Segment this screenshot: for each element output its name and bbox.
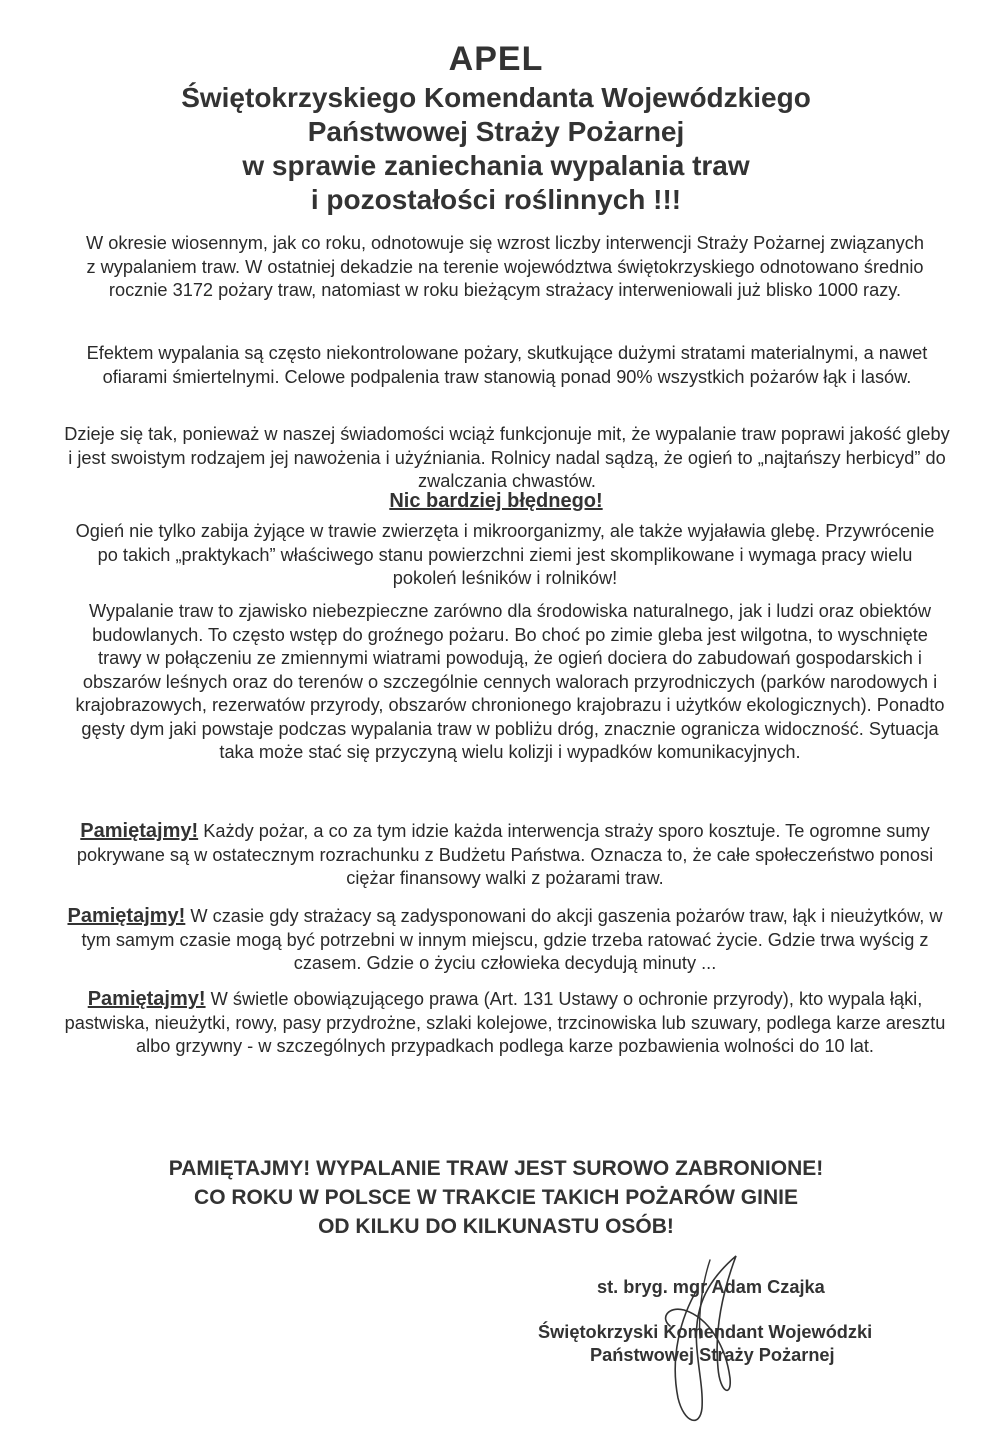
signatory-name: st. bryg. mgr Adam Czajka [597, 1277, 825, 1297]
document-title: APEL [448, 40, 544, 78]
title-line-2: Świętokrzyskiego Komendanta Wojewódzkiego [181, 82, 811, 113]
reminder-keyword: Pamiętajmy! [87, 988, 206, 1010]
paragraph-statistics: W okresie wiosennym, jak co roku, odnotowuje się wzrost liczby interwencji Straży Pożarnej związanych z wypalaniem traw. W ostatniej dekadzie na terenie województwa świętokrzyskiego odnotowano średnio rocznie 3172 pożary traw, natomiast w roku bieżącym strażacy interweniowali już blisko 1000 razy. [86, 233, 924, 300]
reminder-rescue [60, 905, 950, 976]
reminder-text: W czasie gdy strażacy są zadysponowani do akcji gaszenia pożarów traw, łąk i nieużytków, w tym samym czasie mogą być potrzebni w innym miejscu, gdzie trzeba ratować życie. Gdzie trwa wyścig z czasem. Gdzie o życiu człowieka decydują minuty ... [81, 906, 943, 973]
subheading [0, 490, 992, 513]
reminder-costs [60, 820, 950, 891]
reminder-text: W świetle obowiązującego prawa (Art. 131 Ustawy o ochronie przyrody), kto wypala łąki, pastwiska, nieużytki, rowy, pasy przydrożne, szlaki kolejowe, trzcinowiska lub szuwary, podlega karze aresztu albo grzywny - w szczególnych przypadkach podlega karze pozbawienia wolności do 10 lat. [64, 989, 946, 1056]
warning-line-1: PAMIĘTAJMY! WYPALANIE TRAW JEST SUROWO ZABRONIONE! [168, 1157, 824, 1180]
signatory-title: Świętokrzyski Komendant Wojewódzki [538, 1322, 873, 1342]
reminder-keyword: Pamiętajmy! [80, 820, 199, 842]
subheading-text: Nic bardziej błędnego! [389, 490, 603, 512]
paragraph-effects: Efektem wypalania są często niekontrolowane pożary, skutkujące dużymi stratami materialnymi, a nawet ofiarami śmiertelnymi. Celowe podpalenia traw stanowią ponad 90% wszystkich pożarów łąk i lasów. [86, 343, 928, 387]
paragraph-soil-damage: Ogień nie tylko zabija żyjące w trawie zwierzęta i mikroorganizmy, ale także wyjaławia glebę. Przywrócenie po takich „praktykach” właściwego stanu powierzchni ziemi jest skomplikowane i wymaga pracy wielu pokoleń leśników i rolników! [75, 521, 935, 588]
title-line-3: Państwowej Straży Pożarnej [307, 116, 685, 147]
reminder-text: Każdy pożar, a co za tym idzie każda interwencja straży sporo kosztuje. Te ogromne sumy pokrywane są w ostatecznym rozrachunku z Budżetu Państwa. Oznacza to, że całe społeczeństwo ponosi ciężar finansowy walki z pożarami traw. [76, 821, 934, 888]
reminder-law [60, 988, 950, 1059]
signatory-institution: Państwowej Straży Pożarnej [590, 1345, 835, 1365]
title-line-5: i pozostałości roślinnych !!! [310, 184, 682, 215]
warning-line-2: CO ROKU W POLSCE W TRAKCIE TAKICH POŻARÓW GINIE [194, 1186, 798, 1209]
title-line-4: w sprawie zaniechania wypalania traw [242, 150, 750, 181]
warning-line-3: OD KILKU DO KILKUNASTU OSÓB! [318, 1215, 674, 1238]
paragraph-myth: Dzieje się tak, ponieważ w naszej świadomości wciąż funkcjonuje mit, że wypalanie traw poprawi jakość gleby i jest swoistym rodzajem jej nawożenia i użyźniania. Rolnicy nadal sądzą, że ogień to „najtańszy herbicyd” do zwalczania chwastów. [64, 424, 950, 491]
reminder-keyword: Pamiętajmy! [67, 905, 186, 927]
paragraph-dangers: Wypalanie traw to zjawisko niebezpieczne zarówno dla środowiska naturalnego, jak i ludzi oraz obiektów budowlanych. To często wstęp do groźnego pożaru. Bo choć po zimie gleba jest wilgotna, to wyschnięte trawy w połączeniu ze zmiennymi wiatrami powodują, że ogień dociera do zabudowań gospodarskich i obszarów leśnych oraz do terenów o szczególnie cennych walorach przyrodniczych (parków narodowych i krajobrazowych, rezerwatów przyrody, obszarów chronionego krajobrazu i użytków ekologicznych). Ponadto gęsty dym jaki powstaje podczas wypalania traw w pobliżu dróg, znacznie ogranicza widoczność. Sytuacja taka może stać się przyczyną wielu kolizji i wypadków komunikacyjnych. [75, 601, 945, 762]
